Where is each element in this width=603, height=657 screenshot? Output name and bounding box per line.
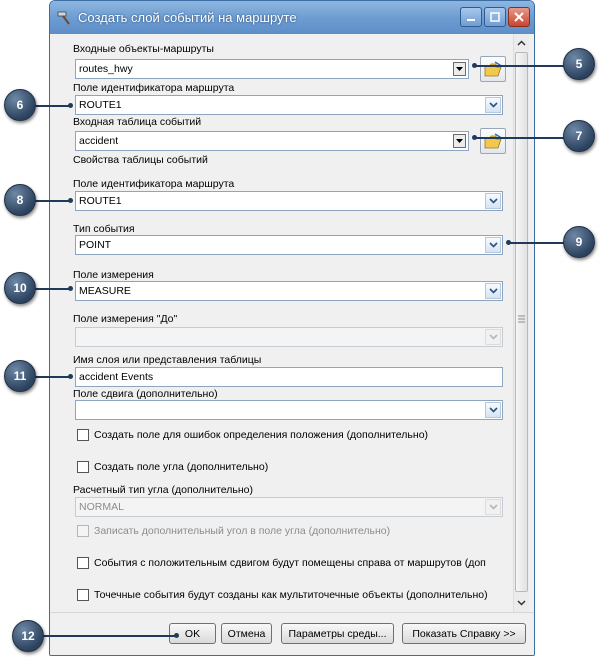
layer-name-value: accident Events [79, 371, 154, 383]
callout-5: 5 [563, 48, 595, 80]
callout-8: 8 [4, 184, 36, 216]
angle-field-checkbox-label: Создать поле угла (дополнительно) [94, 461, 269, 473]
cancel-button[interactable]: Отмена [221, 623, 272, 644]
callout-10: 10 [4, 272, 36, 304]
chevron-up-icon [517, 40, 526, 46]
chevron-down-icon[interactable] [485, 402, 501, 418]
callout-11: 11 [4, 360, 36, 392]
input-event-table-combobox[interactable] [75, 131, 469, 151]
to-measure-field-label: Поле измерения "До" [73, 313, 178, 325]
chevron-down-icon [485, 499, 501, 515]
checkbox-box[interactable] [77, 429, 89, 441]
chevron-down-icon[interactable] [485, 193, 501, 209]
grip-icon [516, 315, 527, 323]
vertical-scrollbar[interactable] [513, 34, 529, 612]
angle-field-checkbox[interactable] [77, 461, 268, 473]
checkbox-box[interactable] [77, 461, 89, 473]
open-folder-icon [484, 133, 502, 149]
maximize-button[interactable] [484, 7, 506, 27]
event-type-label: Тип события [73, 223, 135, 235]
maximize-icon [490, 12, 500, 22]
close-icon [514, 12, 524, 22]
event-type-select[interactable] [75, 235, 503, 255]
callout-9-anchor [506, 240, 511, 245]
window-title: Создать слой событий на маршруте [78, 10, 297, 25]
ok-button[interactable]: OK [169, 623, 216, 644]
open-folder-icon [484, 61, 502, 77]
chevron-down-icon [485, 329, 501, 345]
multipoint-checkbox-label: Точечные события будут созданы как мультиточечные объекты (дополнительно) [94, 589, 488, 601]
route-id-field-select[interactable] [75, 95, 503, 115]
multipoint-checkbox[interactable] [77, 589, 488, 601]
input-event-table-value: accident [79, 135, 119, 147]
layer-name-input[interactable] [75, 367, 503, 387]
close-button[interactable] [508, 7, 530, 27]
error-field-checkbox-label: Создать поле для ошибок определения положения (дополнительно) [94, 429, 429, 441]
input-event-table-label: Входная таблица событий [73, 116, 202, 128]
error-field-checkbox[interactable] [77, 429, 428, 441]
callout-5-leader [474, 65, 576, 67]
callout-12: 12 [12, 620, 44, 652]
callout-8-anchor [68, 198, 73, 203]
checkbox-box[interactable] [77, 589, 89, 601]
angle-type-label: Расчетный тип угла (дополнительно) [73, 484, 253, 496]
measure-field-value: MEASURE [79, 285, 131, 297]
browse-event-table-button[interactable] [480, 128, 506, 154]
chevron-down-icon[interactable] [485, 97, 501, 113]
callout-10-anchor [68, 286, 73, 291]
callout-7: 7 [563, 120, 595, 152]
event-type-value: POINT [79, 239, 112, 251]
browse-routes-button[interactable] [480, 56, 506, 82]
callout-5-anchor [472, 63, 477, 68]
checkbox-box [77, 525, 89, 537]
offset-field-select[interactable] [75, 400, 503, 420]
route-id-field-label: Поле идентификатора маршрута [73, 82, 235, 94]
dropdown-arrow-icon[interactable] [453, 134, 466, 148]
dropdown-arrow-icon[interactable] [453, 62, 466, 76]
layer-name-label: Имя слоя или представления таблицы [73, 354, 262, 366]
input-routes-combobox[interactable] [75, 59, 469, 79]
route-id-field-value: ROUTE1 [79, 99, 122, 111]
checkbox-box[interactable] [77, 557, 89, 569]
angle-type-value: NORMAL [79, 501, 124, 513]
title-bar[interactable] [50, 1, 534, 34]
tool-dialog [49, 0, 535, 656]
event-route-id-field-select[interactable] [75, 191, 503, 211]
callout-11-leader [32, 376, 70, 378]
parameters-panel [56, 34, 530, 612]
dialog-footer [50, 612, 534, 656]
callout-9: 9 [563, 226, 595, 258]
callout-12-leader [32, 635, 176, 637]
callout-7-leader [474, 137, 576, 139]
scroll-thumb[interactable] [515, 52, 528, 592]
scroll-up-button[interactable] [514, 35, 529, 51]
callout-6-anchor [68, 103, 73, 108]
callout-6-leader [32, 105, 70, 107]
callout-6: 6 [4, 89, 36, 121]
minimize-button[interactable] [460, 7, 482, 27]
callout-8-leader [32, 200, 70, 202]
scroll-down-button[interactable] [514, 595, 529, 611]
angle-type-select [75, 497, 503, 517]
complement-angle-checkbox [77, 525, 390, 537]
to-measure-field-select [75, 327, 503, 347]
offset-direction-checkbox-label: События с положительным сдвигом будут помещены справа от маршрутов (доп [94, 557, 486, 569]
event-route-id-field-value: ROUTE1 [79, 195, 122, 207]
input-routes-value: routes_hwy [79, 63, 133, 75]
environments-button[interactable]: Параметры среды... [281, 623, 394, 644]
input-routes-label: Входные объекты-маршруты [73, 43, 214, 55]
chevron-down-icon [517, 600, 526, 606]
callout-11-anchor [68, 374, 73, 379]
measure-field-select[interactable] [75, 281, 503, 301]
chevron-down-icon[interactable] [485, 283, 501, 299]
show-help-button[interactable]: Показать Справку >> [402, 623, 526, 644]
minimize-icon [466, 12, 476, 22]
event-route-id-field-label: Поле идентификатора маршрута [73, 178, 235, 190]
callout-10-leader [32, 288, 70, 290]
complement-angle-checkbox-label: Записать дополнительный угол в поле угла (дополнительно) [94, 525, 391, 537]
callout-12-anchor [174, 633, 179, 638]
callout-7-anchor [472, 135, 477, 140]
offset-direction-checkbox[interactable] [77, 557, 486, 569]
offset-field-label: Поле сдвига (дополнительно) [73, 388, 218, 400]
chevron-down-icon[interactable] [485, 237, 501, 253]
hammer-icon [56, 10, 72, 26]
event-table-properties-heading: Свойства таблицы событий [73, 154, 208, 166]
measure-field-label: Поле измерения [73, 269, 154, 281]
